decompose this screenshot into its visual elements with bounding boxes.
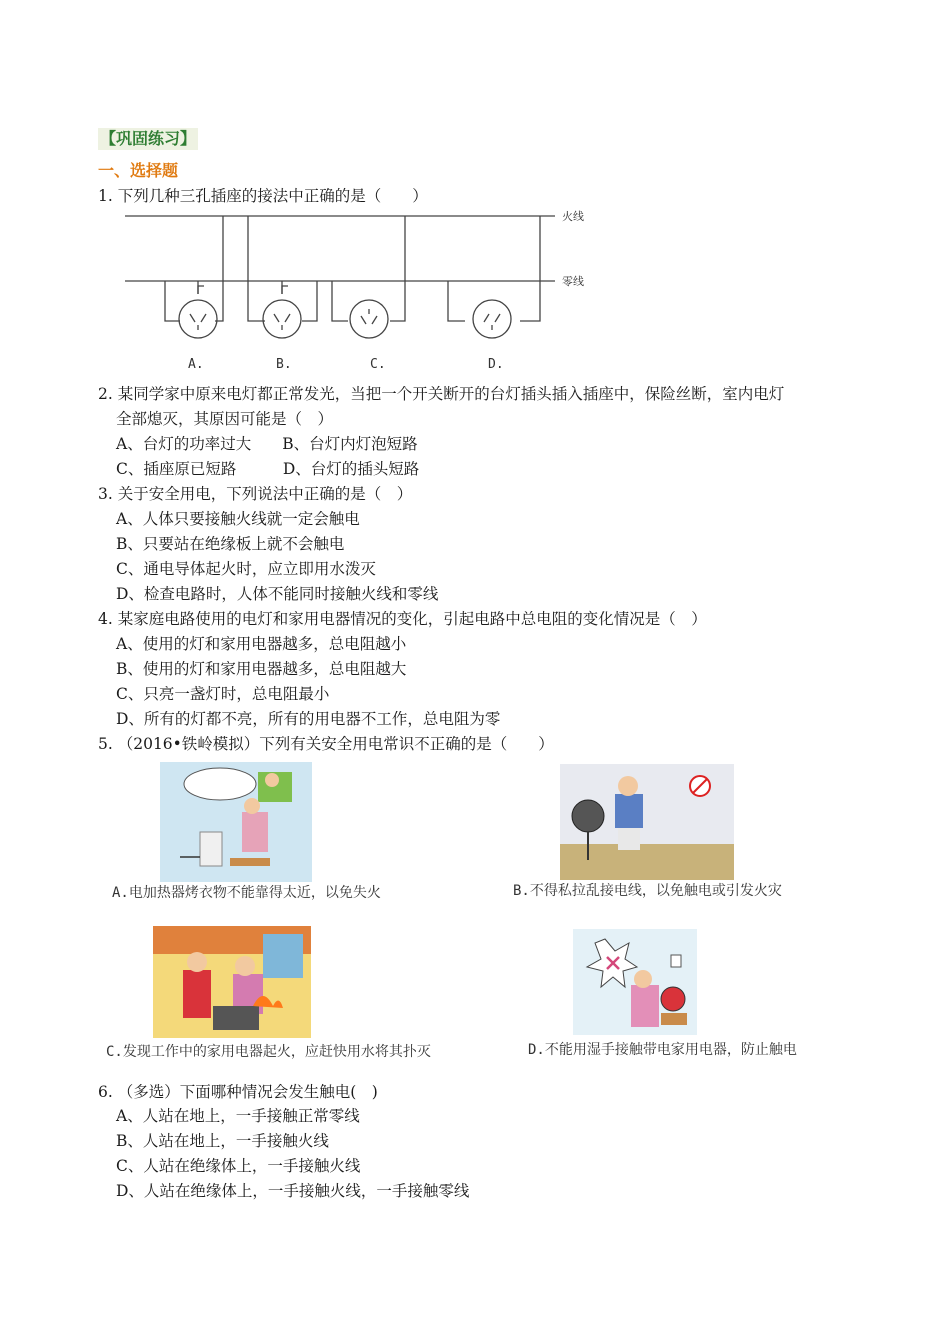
q4-option-d: D、所有的灯都不亮，所有的用电器不工作，总电阻为零 — [116, 710, 501, 728]
q6-option-d: D、人站在绝缘体上，一手接触火线，一手接触零线 — [116, 1182, 470, 1200]
q4-option-c: C、只亮一盏灯时，总电阻最小 — [116, 685, 330, 703]
socket-a-icon — [179, 286, 217, 338]
q2-stem-line1: 2. 某同学家中原来电灯都正常发光，当把一个开关断开的台灯插头插入插座中，保险丝断，室内电灯 — [98, 385, 785, 403]
q3-option-a: A、人体只要接触火线就一定会触电 — [116, 510, 360, 528]
q6-option-c: C、人站在绝缘体上，一手接触火线 — [116, 1157, 361, 1175]
q6-option-b: B、人站在地上，一手接触火线 — [116, 1132, 329, 1150]
neutral-wire-label: 零线 — [562, 275, 584, 288]
q5-caption-a: A.电加热器烤衣物不能靠得太近，以免失火 — [112, 885, 381, 901]
q1-socket-diagram — [120, 206, 610, 376]
socket-b-icon — [263, 286, 301, 338]
q5-caption-c: C.发现工作中的家用电器起火，应赶快用水将其扑灭 — [106, 1044, 431, 1060]
heater-drying-clothes-illustration — [160, 762, 312, 882]
q4-option-a: A、使用的灯和家用电器越多，总电阻越小 — [116, 635, 407, 653]
q3-option-c: C、通电导体起火时，应立即用水泼灭 — [116, 560, 376, 578]
socket-c-icon — [350, 300, 388, 338]
q2-options-row1: A、台灯的功率过大 B、台灯内灯泡短路 — [116, 435, 418, 453]
q3-stem: 3. 关于安全用电，下列说法中正确的是（ ） — [98, 485, 413, 503]
wet-hands-appliance-illustration — [573, 929, 697, 1035]
q6-stem: 6. （多选）下面哪种情况会发生触电( ) — [98, 1083, 378, 1101]
socket-b-label: B. — [276, 357, 292, 372]
q4-option-b: B、使用的灯和家用电器越多，总电阻越大 — [116, 660, 407, 678]
q1-stem: 1. 下列几种三孔插座的接法中正确的是（ ） — [98, 187, 428, 205]
fire-wire-label: 火线 — [562, 210, 584, 223]
q5-caption-b: B.不得私拉乱接电线，以免触电或引发火灾 — [513, 883, 782, 899]
q3-option-b: B、只要站在绝缘板上就不会触电 — [116, 535, 345, 553]
q3-option-d: D、检查电路时，人体不能同时接触火线和零线 — [116, 585, 439, 603]
q5-stem: 5. （2016•铁岭模拟）下列有关安全用电常识不正确的是（ ） — [98, 735, 554, 753]
q4-stem: 4. 某家庭电路使用的电灯和家用电器情况的变化，引起电路中总电阻的变化情况是（ ） — [98, 610, 707, 628]
socket-d-icon — [473, 300, 511, 338]
socket-d-label: D. — [488, 357, 504, 372]
socket-c-label: C. — [370, 357, 386, 372]
socket-a-label: A. — [188, 357, 204, 372]
appliance-fire-illustration — [153, 926, 311, 1038]
subsection-title: 一、选择题 — [98, 161, 179, 180]
q2-options-row2: C、插座原已短路 D、台灯的插头短路 — [116, 460, 420, 478]
section-title: 【巩固练习】 — [100, 129, 197, 148]
q5-caption-d: D.不能用湿手接触带电家用电器，防止触电 — [528, 1042, 797, 1058]
q2-stem-line2: 全部熄灭，其原因可能是（ ） — [116, 410, 334, 428]
illegal-wiring-illustration — [560, 764, 734, 880]
q6-option-a: A、人站在地上，一手接触正常零线 — [116, 1107, 360, 1125]
